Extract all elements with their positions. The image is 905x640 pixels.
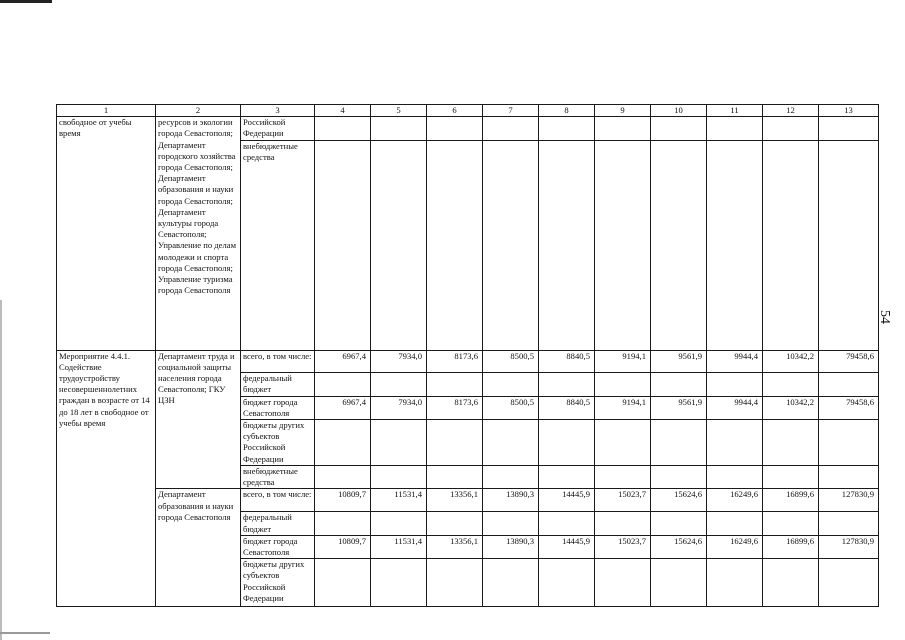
column-number: 2 xyxy=(156,105,241,117)
value-cell xyxy=(315,372,371,396)
value-cell xyxy=(539,559,595,607)
value-cell xyxy=(651,466,707,489)
column-number-row xyxy=(57,105,879,117)
funding-source-cell: внебюджетные средства xyxy=(241,140,315,350)
value-cell xyxy=(483,420,539,466)
value-cell: 16899,6 xyxy=(763,535,819,558)
value-cell: 13890,3 xyxy=(483,489,539,512)
column-number: 9 xyxy=(595,105,651,117)
value-cell xyxy=(427,512,483,535)
value-cell xyxy=(427,372,483,396)
value-cell: 9561,9 xyxy=(651,396,707,419)
value-cell: 8173,6 xyxy=(427,396,483,419)
value-cell xyxy=(707,420,763,466)
value-cell xyxy=(315,559,371,607)
value-cell xyxy=(371,512,427,535)
value-cell xyxy=(763,466,819,489)
value-cell xyxy=(763,372,819,396)
value-cell xyxy=(539,512,595,535)
value-cell xyxy=(483,559,539,607)
funding-source-cell: Российской Федерации xyxy=(241,117,315,140)
value-cell xyxy=(707,512,763,535)
value-cell: 8840,5 xyxy=(539,396,595,419)
scan-edge-mark xyxy=(0,0,52,3)
executor-cell: Департамент образования и науки города Севастополя xyxy=(156,489,241,607)
scan-edge-mark xyxy=(0,300,2,640)
funding-source-cell: всего, в том числе: xyxy=(241,489,315,512)
column-number: 8 xyxy=(539,105,595,117)
value-cell: 11531,4 xyxy=(371,489,427,512)
value-cell: 14445,9 xyxy=(539,489,595,512)
value-cell: 16899,6 xyxy=(763,489,819,512)
value-cell: 16249,6 xyxy=(707,489,763,512)
total-cell xyxy=(819,420,879,466)
column-number: 6 xyxy=(427,105,483,117)
value-cell: 15624,6 xyxy=(651,489,707,512)
measure-cell: свободное от учебы время xyxy=(57,117,156,350)
funding-source-cell: внебюджетные средства xyxy=(241,466,315,489)
page-number: 54 xyxy=(877,310,892,324)
value-cell xyxy=(595,466,651,489)
column-number: 12 xyxy=(763,105,819,117)
total-cell: 127830,9 xyxy=(819,535,879,558)
value-cell xyxy=(483,372,539,396)
value-cell xyxy=(539,420,595,466)
funding-source-cell: федеральный бюджет xyxy=(241,372,315,396)
table-row xyxy=(57,117,879,140)
value-cell xyxy=(371,466,427,489)
value-cell xyxy=(427,466,483,489)
value-cell xyxy=(595,559,651,607)
value-cell xyxy=(651,559,707,607)
value-cell: 10342,2 xyxy=(763,350,819,372)
column-number: 7 xyxy=(483,105,539,117)
value-cell: 15624,6 xyxy=(651,535,707,558)
value-cell xyxy=(427,420,483,466)
column-number: 11 xyxy=(707,105,763,117)
funding-source-cell: бюджет города Севастополя xyxy=(241,396,315,419)
value-cell xyxy=(539,372,595,396)
value-cell: 7934,0 xyxy=(371,396,427,419)
value-cell: 9194,1 xyxy=(595,396,651,419)
value-cell: 8500,5 xyxy=(483,396,539,419)
value-cell: 10342,2 xyxy=(763,396,819,419)
total-cell: 79458,6 xyxy=(819,350,879,372)
value-cell xyxy=(707,559,763,607)
value-cell xyxy=(427,559,483,607)
value-cell: 10809,7 xyxy=(315,535,371,558)
value-cell: 13356,1 xyxy=(427,489,483,512)
funding-source-cell: всего, в том числе: xyxy=(241,350,315,372)
column-number: 1 xyxy=(57,105,156,117)
column-number: 5 xyxy=(371,105,427,117)
total-cell: 79458,6 xyxy=(819,396,879,419)
value-cell xyxy=(595,372,651,396)
value-cell: 9944,4 xyxy=(707,350,763,372)
value-cell xyxy=(371,420,427,466)
value-cell xyxy=(371,372,427,396)
column-number: 13 xyxy=(819,105,879,117)
executor-cell: ресурсов и экологии города Севастополя; Департамент городского хозяйства города Севастополя; Департамент образования и науки города Севастополя; Департамент культуры города Севастополя; Управление по делам молодежи и спорта города Севастополя; Управление туризма города Севастополя xyxy=(156,117,241,350)
value-cell: 16249,6 xyxy=(707,535,763,558)
value-cell xyxy=(483,512,539,535)
value-cell: 9944,4 xyxy=(707,396,763,419)
funding-source-cell: бюджеты других субъектов Российской Федерации xyxy=(241,559,315,607)
value-cell xyxy=(315,512,371,535)
value-cell xyxy=(651,420,707,466)
value-cell xyxy=(651,372,707,396)
value-cell: 9194,1 xyxy=(595,350,651,372)
value-cell: 8840,5 xyxy=(539,350,595,372)
value-cell xyxy=(651,512,707,535)
budget-table xyxy=(56,104,879,607)
value-cell xyxy=(763,559,819,607)
value-cell: 9561,9 xyxy=(651,350,707,372)
executor-cell: Департамент труда и социальной защиты населения города Севастополя; ГКУ ЦЗН xyxy=(156,350,241,489)
value-cell xyxy=(763,512,819,535)
value-cell: 7934,0 xyxy=(371,350,427,372)
measure-cell: Мероприятие 4.4.1. Содействие трудоустройству несовершеннолетних граждан в возрасте от 14 до 18 лет в свободное от учебы время xyxy=(57,350,156,607)
value-cell: 15023,7 xyxy=(595,535,651,558)
funding-source-cell: федеральный бюджет xyxy=(241,512,315,535)
column-number: 4 xyxy=(315,105,371,117)
value-cell xyxy=(595,420,651,466)
value-cell: 13890,3 xyxy=(483,535,539,558)
total-cell: 127830,9 xyxy=(819,489,879,512)
table-row xyxy=(57,489,879,512)
total-cell xyxy=(819,372,879,396)
value-cell: 6967,4 xyxy=(315,396,371,419)
value-cell xyxy=(595,512,651,535)
scan-edge-mark xyxy=(0,632,50,634)
value-cell xyxy=(707,372,763,396)
value-cell xyxy=(371,559,427,607)
value-cell: 8500,5 xyxy=(483,350,539,372)
value-cell xyxy=(539,466,595,489)
value-cell xyxy=(315,420,371,466)
value-cell: 10809,7 xyxy=(315,489,371,512)
value-cell: 8173,6 xyxy=(427,350,483,372)
value-cell: 15023,7 xyxy=(595,489,651,512)
value-cell: 14445,9 xyxy=(539,535,595,558)
total-cell xyxy=(819,559,879,607)
table-row xyxy=(57,350,879,372)
total-cell xyxy=(819,466,879,489)
value-cell xyxy=(483,466,539,489)
total-cell xyxy=(819,512,879,535)
value-cell: 13356,1 xyxy=(427,535,483,558)
column-number: 3 xyxy=(241,105,315,117)
column-number: 10 xyxy=(651,105,707,117)
funding-source-cell: бюджеты других субъектов Российской Федерации xyxy=(241,420,315,466)
value-cell xyxy=(315,466,371,489)
value-cell: 11531,4 xyxy=(371,535,427,558)
value-cell xyxy=(707,466,763,489)
value-cell xyxy=(763,420,819,466)
funding-source-cell: бюджет города Севастополя xyxy=(241,535,315,558)
value-cell: 6967,4 xyxy=(315,350,371,372)
